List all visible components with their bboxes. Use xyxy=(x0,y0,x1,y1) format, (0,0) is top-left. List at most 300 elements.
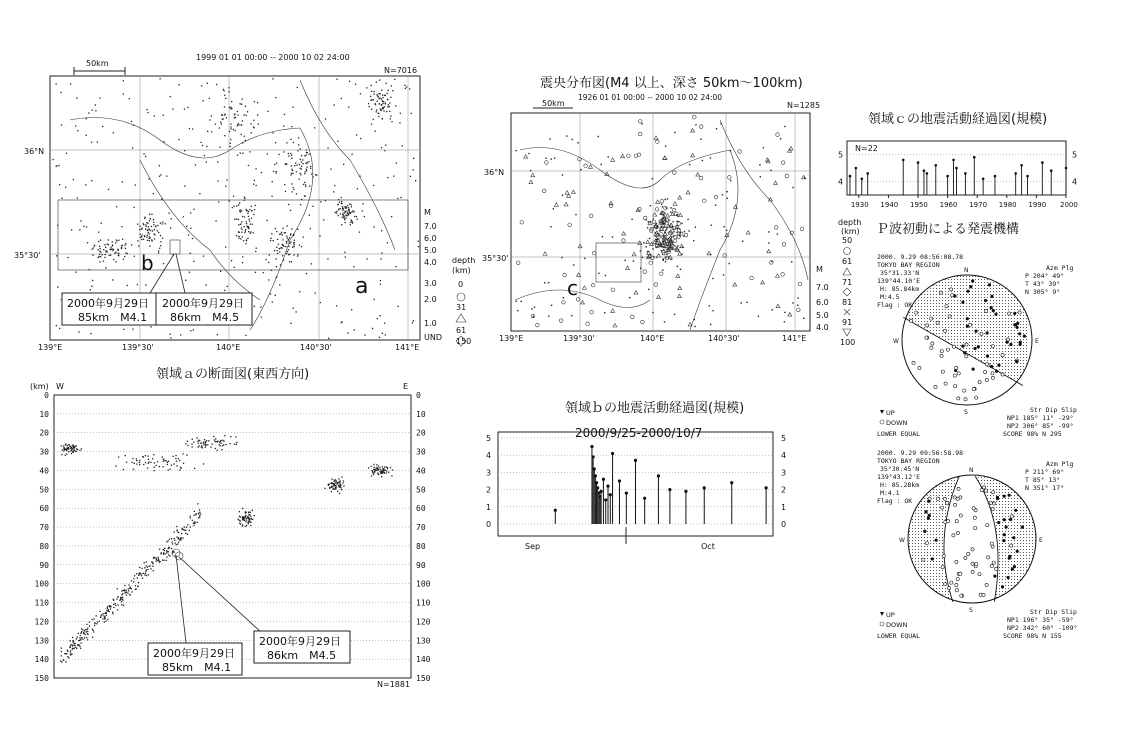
epicenter-dot xyxy=(61,92,62,93)
epicenter-dot xyxy=(97,141,98,142)
epicenter-dot xyxy=(662,270,663,271)
epicenter-dot xyxy=(291,155,292,156)
hypocenter-dot xyxy=(65,661,66,662)
epicenter-dot xyxy=(225,113,226,114)
compass-label: W xyxy=(893,338,899,345)
polarity-up xyxy=(1003,495,1006,498)
compass-label: E xyxy=(1035,338,1039,345)
hypocenter-dot xyxy=(214,439,215,440)
epicenter-dot xyxy=(148,178,149,179)
hypocenter-dot xyxy=(143,573,144,574)
focal-1-flag: Flag : OK xyxy=(877,301,913,309)
hypocenter-dot xyxy=(338,478,339,479)
focal-2-axes-head: Azm Plg xyxy=(1046,460,1074,468)
hypocenter-dot xyxy=(200,513,201,514)
epicenter-dot xyxy=(334,185,335,186)
polarity-down xyxy=(915,311,918,314)
hypocenter-dot xyxy=(196,513,197,514)
hypocenter-dot xyxy=(334,489,335,490)
epicenter-dot xyxy=(105,267,106,268)
map-a-callout-line-right xyxy=(176,254,185,293)
epicenter-dot xyxy=(413,158,414,159)
epicenter-dot xyxy=(292,247,293,248)
polarity-down xyxy=(982,486,985,489)
epicenter-dot xyxy=(319,235,320,236)
epicenter-dot xyxy=(275,97,276,98)
hypocenter-dot xyxy=(250,512,251,513)
hypocenter-dot xyxy=(70,640,71,641)
epicenter-dot xyxy=(293,242,294,243)
epicenter-circle xyxy=(591,283,595,287)
polarity-up xyxy=(1012,536,1015,539)
epicenter-dot xyxy=(307,162,308,163)
epicenter-dot xyxy=(777,234,778,235)
epicenter-dot xyxy=(230,126,231,127)
epicenter-dot xyxy=(253,184,254,185)
epicenter-dot xyxy=(291,158,292,159)
epicenter-dot xyxy=(246,239,247,240)
epicenter-dot xyxy=(270,238,271,239)
epicenter-dot xyxy=(244,197,245,198)
polarity-down xyxy=(925,542,928,545)
epicenter-dot xyxy=(99,261,100,262)
epicenter-dot xyxy=(652,178,653,179)
epicenter-dot xyxy=(153,222,154,223)
epicenter-dot xyxy=(666,249,667,250)
epicenter-dot xyxy=(296,311,297,312)
epicenter-dot xyxy=(654,235,655,236)
epicenter-dot xyxy=(249,219,250,220)
hypocenter-dot xyxy=(163,560,164,561)
epicenter-dot xyxy=(248,228,249,229)
epicenter-dot xyxy=(336,79,337,80)
epicenter-dot xyxy=(267,111,268,112)
epicenter-dot xyxy=(296,171,297,172)
epicenter-dot xyxy=(165,223,166,224)
epicenter-dot xyxy=(665,227,666,228)
hypocenter-dot xyxy=(123,605,124,606)
hypocenter-dot xyxy=(334,480,335,481)
hypocenter-dot xyxy=(210,447,211,448)
polarity-up xyxy=(993,575,996,578)
epicenter-dot xyxy=(274,164,275,165)
hypocenter-dot xyxy=(132,458,133,459)
epicenter-triangle xyxy=(611,309,615,313)
epicenter-circle xyxy=(659,272,663,276)
polarity-down xyxy=(950,288,953,291)
hypocenter-dot xyxy=(180,538,181,539)
hypocenter-dot xyxy=(392,469,393,470)
epicenter-circle xyxy=(649,261,653,265)
epicenter-dot xyxy=(146,222,147,223)
epicenter-triangle xyxy=(688,322,692,326)
epicenter-dot xyxy=(384,323,385,324)
magnitude-tick-label: 4 xyxy=(486,451,492,461)
focal-2-np2: NP2 342° 60° -109° xyxy=(1007,624,1078,632)
hypocenter-dot xyxy=(159,466,160,467)
epicenter-dot xyxy=(702,160,703,161)
epicenter-dot xyxy=(380,98,381,99)
epicenter-dot xyxy=(184,150,185,151)
epicenter-dot xyxy=(681,223,682,224)
epicenter-dot xyxy=(240,103,241,104)
epicenter-dot xyxy=(338,209,339,210)
map-c-legend-depth xyxy=(838,218,861,347)
polarity-down xyxy=(910,319,913,322)
epicenter-circle xyxy=(660,199,664,203)
hypocenter-dot xyxy=(107,608,108,609)
epicenter-dot xyxy=(162,238,163,239)
hypocenter-dot xyxy=(335,487,336,488)
map-a-callout-left xyxy=(62,293,156,325)
epicenter-dot xyxy=(79,229,80,230)
epicenter-dot xyxy=(344,219,345,220)
epicenter-dot xyxy=(121,226,122,227)
epicenter-dot xyxy=(382,333,383,334)
epicenter-triangle xyxy=(580,300,584,304)
epicenter-circle xyxy=(611,288,615,292)
polarity-up xyxy=(990,295,993,298)
polarity-up xyxy=(1013,323,1016,326)
epicenter-dot xyxy=(792,302,793,303)
epicenter-dot xyxy=(92,255,93,256)
focal-1-legend-up: UP xyxy=(886,409,895,417)
epicenter-circle xyxy=(590,310,594,314)
hypocenter-dot xyxy=(329,487,330,488)
polarity-up xyxy=(986,331,989,334)
focal-1-depth: H: 85.84km xyxy=(880,285,920,293)
epicenter-triangle xyxy=(653,213,657,217)
epicenter-dot xyxy=(306,155,307,156)
event-marker xyxy=(657,474,660,477)
epicenter-triangle xyxy=(788,313,792,317)
epicenter-dot xyxy=(342,206,343,207)
hypocenter-dot xyxy=(83,632,84,633)
map-a-legend-m-7: 7.0 xyxy=(424,222,437,231)
epicenter-dot xyxy=(298,144,299,145)
epicenter-dot xyxy=(228,91,229,92)
hypocenter-dot xyxy=(74,450,75,451)
compass-label: N xyxy=(969,467,974,474)
epicenter-dot xyxy=(515,301,516,302)
epicenter-dot xyxy=(193,261,194,262)
epicenter-dot xyxy=(241,227,242,228)
polarity-down xyxy=(945,305,948,308)
epicenter-dot xyxy=(633,260,634,261)
epicenter-dot xyxy=(112,245,113,246)
hypocenter-dot xyxy=(182,537,183,538)
focal-1-legend-down: DOWN xyxy=(886,419,908,427)
polarity-down xyxy=(943,583,946,586)
epicenter-dot xyxy=(104,257,105,258)
epicenter-dot xyxy=(290,234,291,235)
event-marker xyxy=(606,485,609,488)
epicenter-dot xyxy=(551,158,552,159)
epicenter-dot xyxy=(271,233,272,234)
epicenter-dot xyxy=(296,165,297,166)
hypocenter-dot xyxy=(146,561,147,562)
epicenter-dot xyxy=(667,245,668,246)
epicenter-dot xyxy=(341,224,342,225)
polarity-down xyxy=(918,366,921,369)
epicenter-dot xyxy=(254,101,255,102)
epicenter-dot xyxy=(325,118,326,119)
epicenter-dot xyxy=(400,113,401,114)
epicenter-dot xyxy=(201,85,202,86)
hypocenter-dot xyxy=(128,588,129,589)
magnitude-tick-label: 4 xyxy=(838,177,844,187)
hypocenter-dot xyxy=(108,609,109,610)
event-marker xyxy=(1020,164,1023,167)
epicenter-dot xyxy=(341,203,342,204)
polarity-down xyxy=(993,502,996,505)
hypocenter-dot xyxy=(379,467,380,468)
epicenter-dot xyxy=(206,146,207,147)
year-tick-label: 1950 xyxy=(910,201,928,209)
hypocenter-dot xyxy=(80,648,81,649)
epicenter-dot xyxy=(283,151,284,152)
hypocenter-dot xyxy=(378,466,379,467)
epicenter-dot xyxy=(384,150,385,151)
hypocenter-dot xyxy=(163,554,164,555)
polarity-up xyxy=(928,514,931,517)
hypocenter-dot xyxy=(213,436,214,437)
epicenter-dot xyxy=(758,316,759,317)
polarity-down xyxy=(957,372,960,375)
map-c-lon-label-140e: 140°E xyxy=(640,334,665,343)
hypocenter-dot xyxy=(79,640,80,641)
epicenter-dot xyxy=(299,179,300,180)
polarity-up xyxy=(1011,568,1014,571)
hypocenter-dot xyxy=(332,486,333,487)
epicenter-dot xyxy=(246,115,247,116)
event-marker xyxy=(643,497,646,500)
epicenter-dot xyxy=(158,232,159,233)
epicenter-dot xyxy=(296,193,297,194)
epicenter-circle xyxy=(568,223,572,227)
epicenter-dot xyxy=(153,219,154,220)
epicenter-dot xyxy=(395,105,396,106)
polarity-up xyxy=(1001,585,1004,588)
polarity-down xyxy=(991,508,994,511)
hypocenter-dot xyxy=(372,473,373,474)
epicenter-dot xyxy=(304,155,305,156)
epicenter-dot xyxy=(231,260,232,261)
hypocenter-dot xyxy=(64,653,65,654)
epicenter-dot xyxy=(303,163,304,164)
hypocenter-dot xyxy=(70,653,71,654)
epicenter-dot xyxy=(163,115,164,116)
hypocenter-dot xyxy=(167,464,168,465)
epicenter-dot xyxy=(230,128,231,129)
epicenter-dot xyxy=(553,208,554,209)
epicenter-triangle xyxy=(696,173,700,177)
hypocenter-dot xyxy=(206,440,207,441)
epicenter-dot xyxy=(381,252,382,253)
hypocenter-dot xyxy=(371,470,372,471)
epicenter-circle xyxy=(672,208,676,212)
hypocenter-dot xyxy=(63,660,64,661)
hypocenter-dot xyxy=(126,594,127,595)
epicenter-dot xyxy=(291,165,292,166)
epicenter-dot xyxy=(250,223,251,224)
epicenter-dot xyxy=(234,219,235,220)
epicenter-dot xyxy=(376,110,377,111)
hypocenter-dot xyxy=(72,448,73,449)
hypocenter-dot xyxy=(157,461,158,462)
epicenter-dot xyxy=(273,171,274,172)
epicenter-dot xyxy=(152,230,153,231)
epicenter-dot xyxy=(293,234,294,235)
epicenter-dot xyxy=(352,221,353,222)
epicenter-dot xyxy=(305,184,306,185)
polarity-down xyxy=(951,294,954,297)
map-c-lon-label-139-30: 139°30' xyxy=(563,334,595,343)
epicenter-dot xyxy=(95,104,96,105)
hypocenter-dot xyxy=(106,610,107,611)
epicenter-dot xyxy=(231,101,232,102)
hypocenter-dot xyxy=(243,519,244,520)
focal-2-axis-p: P 211° 69° xyxy=(1025,468,1065,476)
hypocenter-dot xyxy=(335,479,336,480)
cross-icon xyxy=(844,309,850,315)
epicenter-dot xyxy=(303,184,304,185)
epicenter-dot xyxy=(223,90,224,91)
event-marker xyxy=(600,490,603,493)
epicenter-dot xyxy=(580,169,581,170)
epicenter-dot xyxy=(641,123,642,124)
event-marker xyxy=(902,159,905,162)
hypocenter-dot xyxy=(68,447,69,448)
epicenter-dot xyxy=(291,173,292,174)
hypocenter-dot xyxy=(77,645,78,646)
epicenter-dot xyxy=(381,258,382,259)
event-marker xyxy=(593,467,596,470)
hypocenter-dot xyxy=(89,626,90,627)
epicenter-dot xyxy=(199,193,200,194)
hypocenter-dot xyxy=(96,623,97,624)
depth-tick-label: 80 xyxy=(416,541,426,551)
hypocenter-dot xyxy=(73,447,74,448)
epicenter-dot xyxy=(371,124,372,125)
polarity-up xyxy=(927,500,930,503)
hypocenter-dot xyxy=(193,442,194,443)
depth-tick-label: 80 xyxy=(39,541,49,551)
epicenter-dot xyxy=(625,260,626,261)
hypocenter-dot xyxy=(245,521,246,522)
epicenter-dot xyxy=(59,184,60,185)
epicenter-dot xyxy=(145,228,146,229)
epicenter-dot xyxy=(663,223,664,224)
polarity-up xyxy=(931,557,934,560)
hypocenter-dot xyxy=(381,476,382,477)
epicenter-dot xyxy=(720,123,721,124)
map-c-scale-label: 50km xyxy=(542,99,565,108)
epicenter-dot xyxy=(238,224,239,225)
hypocenter-dot xyxy=(203,463,204,464)
map-c-lat-label-35-30: 35°30' xyxy=(482,254,509,263)
epicenter-dot xyxy=(387,177,388,178)
hypocenter-dot xyxy=(77,637,78,638)
epicenter-dot xyxy=(220,122,221,123)
depth-tick-label: 10 xyxy=(39,409,49,419)
hypocenter-dot xyxy=(110,608,111,609)
focal-1-np-head: Str Dip Slip xyxy=(1030,406,1077,414)
hypocenter-dot xyxy=(87,639,88,640)
hypocenter-dot xyxy=(84,630,85,631)
epicenter-dot xyxy=(229,131,230,132)
map-c-period: 1926 01 01 00:00 -- 2000 10 02 24:00 xyxy=(578,93,723,102)
epicenter-dot xyxy=(56,83,57,84)
polarity-down xyxy=(945,501,948,504)
epicenter-dot xyxy=(327,147,328,148)
hypocenter-dot xyxy=(68,451,69,452)
mt-c-title: 領域ｃの地震活動経過図(規模) xyxy=(868,112,1048,127)
epicenter-dot xyxy=(729,263,730,264)
epicenter-dot xyxy=(663,260,664,261)
epicenter-triangle xyxy=(677,294,681,298)
event-marker xyxy=(934,164,937,167)
hypocenter-dot xyxy=(67,650,68,651)
polarity-down xyxy=(975,563,978,566)
epicenter-dot xyxy=(291,169,292,170)
hypocenter-dot xyxy=(324,488,325,489)
epicenter-circle xyxy=(800,227,804,231)
event-marker xyxy=(730,481,733,484)
hypocenter-dot xyxy=(220,443,221,444)
hypocenter-dot xyxy=(91,619,92,620)
hypocenter-dot xyxy=(128,590,129,591)
year-tick-label: 1940 xyxy=(880,201,899,209)
polarity-up xyxy=(1006,341,1009,344)
epicenter-dot xyxy=(141,229,142,230)
polarity-down xyxy=(930,346,933,349)
epicenter-dot xyxy=(248,231,249,232)
hypocenter-dot xyxy=(63,450,64,451)
epicenter-dot xyxy=(230,143,231,144)
hypocenter-dot xyxy=(174,551,175,552)
polarity-up xyxy=(961,345,964,348)
epicenter-dot xyxy=(313,176,314,177)
epicenter-triangle xyxy=(582,286,586,290)
hypocenter-dot xyxy=(174,538,175,539)
event-marker xyxy=(595,481,598,484)
epicenter-dot xyxy=(272,181,273,182)
epicenter-dot xyxy=(336,211,337,212)
polarity-down xyxy=(952,345,955,348)
epicenter-dot xyxy=(608,156,609,157)
epicenter-dot xyxy=(246,210,247,211)
epicenter-dot xyxy=(75,125,76,126)
epicenter-circle xyxy=(776,133,780,137)
epicenter-dot xyxy=(78,331,79,332)
mt-b-month-oct: Oct xyxy=(701,542,715,551)
map-a-callout-right-date: 2000年9月29日 xyxy=(162,297,244,310)
epicenter-circle xyxy=(652,220,656,224)
focal-2-region: TOKYO BAY REGION xyxy=(877,457,940,465)
hypocenter-dot xyxy=(194,511,195,512)
epicenter-dot xyxy=(244,136,245,137)
depth-tick-label: 130 xyxy=(34,636,49,646)
epicenter-dot xyxy=(371,109,372,110)
epicenter-dot xyxy=(784,321,785,322)
polarity-down xyxy=(956,578,959,581)
hypocenter-dot xyxy=(337,482,338,483)
epicenter-dot xyxy=(381,230,382,231)
hypocenter-dot xyxy=(149,566,150,567)
epicenter-dot xyxy=(56,325,57,326)
polarity-down xyxy=(991,545,994,548)
